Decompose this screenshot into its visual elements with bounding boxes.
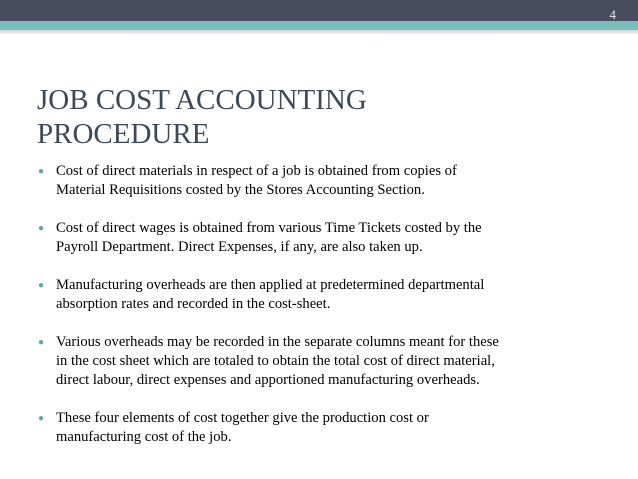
bullet-line: absorption rates and recorded in the cost-sheet. [56, 296, 331, 312]
bullet-line: Material Requisitions costed by the Stores Accounting Section. [56, 182, 425, 198]
bullet-item [38, 219, 608, 257]
bullet-item [38, 333, 608, 390]
bullet-line: These four elements of cost together give the production cost or [56, 410, 429, 426]
bullet-dot-icon: ● [38, 280, 45, 291]
bullet-item [38, 162, 608, 200]
bullet-dot-icon: ● [38, 413, 45, 424]
bullet-item [38, 409, 608, 447]
bullet-line: manufacturing cost of the job. [56, 429, 232, 445]
bullet-dot-icon: ● [38, 223, 45, 234]
bullet-line: Cost of direct materials in respect of a job is obtained from copies of [56, 163, 457, 179]
bullet-item [38, 276, 608, 314]
bullet-list [38, 162, 608, 447]
bullet-dot-icon: ● [38, 337, 45, 348]
slide-number: 4 [609, 7, 616, 22]
bullet-line: in the cost sheet which are totaled to obtain the total cost of direct material, [56, 353, 495, 369]
bullet-dot-icon: ● [38, 166, 45, 177]
header-bar [0, 0, 638, 21]
bullet-line: Payroll Department. Direct Expenses, if any, are also taken up. [56, 239, 423, 255]
bullet-line: Manufacturing overheads are then applied at predetermined departmental [56, 277, 485, 293]
accent-strip [0, 21, 638, 30]
bullet-line: Various overheads may be recorded in the separate columns meant for these [56, 334, 499, 350]
slide-title: JOB COST ACCOUNTING PROCEDURE [37, 84, 367, 150]
bullet-line: direct labour, direct expenses and apportioned manufacturing overheads. [56, 372, 480, 388]
accent-shadow [0, 30, 638, 35]
bullet-line: Cost of direct wages is obtained from various Time Tickets costed by the [56, 220, 482, 236]
